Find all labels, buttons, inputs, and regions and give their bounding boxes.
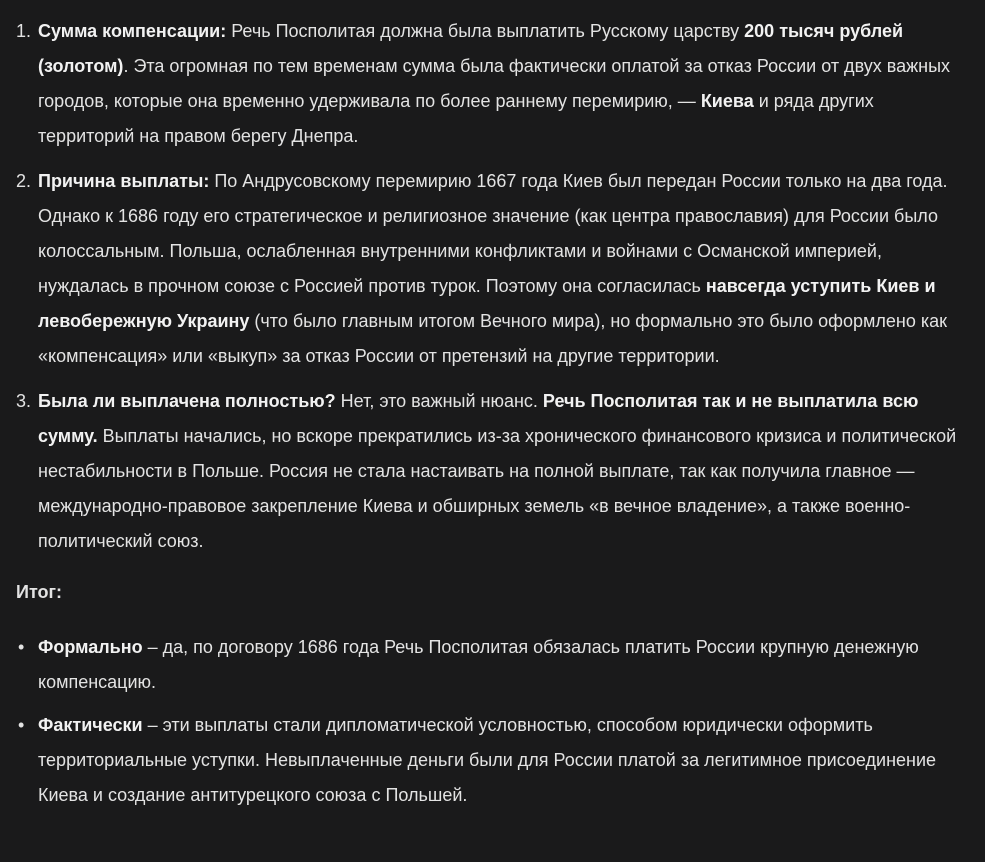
summary-heading: Итог: — [16, 582, 63, 602]
bullet-text-span: – да, по договору 1686 года Речь Посполитая обязалась платить России крупную денежную компенсацию. — [38, 637, 919, 692]
numbered-item — [16, 384, 971, 559]
bullet-list — [16, 630, 971, 813]
item-text — [38, 391, 956, 551]
item-text-span: и ряда других территорий на правом берегу Днепра. — [38, 91, 874, 146]
bullet-text-bold: Формально — [38, 637, 143, 657]
item-text-span: По Андрусовскому перемирию 1667 года Киев был передан России только на два года. Однако к 1686 году его стратегическое и религиозное значение (как центра православия) для России было колоссальным. Польша, ослабленная внутренними конфликтами и войнами с Османской империей, нуждалась в прочном союзе с Россией против турок. Поэтому она согласилась — [38, 171, 948, 296]
bullet-marker: • — [18, 637, 25, 657]
item-text-bold: Киева — [700, 91, 754, 111]
item-text-bold: Была ли выплачена полностью? — [38, 391, 336, 411]
item-text — [38, 21, 950, 146]
item-number: 2. — [16, 171, 32, 191]
item-text-span: . Эта огромная по тем временам сумма была фактически оплатой за отказ России от двух важных городов, которые она временно удерживала по более раннему перемирию, — — [38, 56, 951, 111]
item-text — [38, 171, 948, 366]
bullet-item — [16, 708, 971, 813]
item-text-bold: Речь Посполитая так и не выплатила всю сумму. — [38, 391, 919, 446]
bullet-text-bold: Фактически — [38, 715, 143, 735]
numbered-list — [16, 14, 971, 559]
numbered-item — [16, 164, 971, 374]
item-text-bold: 200 тысяч рублей (золотом) — [38, 21, 904, 76]
bullet-text — [38, 637, 919, 692]
item-text-span: (что было главным итогом Вечного мира), но формально это было оформлено как «компенсация» или «выкуп» за отказ России от претензий на другие территории. — [38, 311, 948, 366]
bullet-text-span: – эти выплаты стали дипломатической условностью, способом юридически оформить территориальные уступки. Невыплаченные деньги были для России платой за легитимное присоединение Киева и создание антитурецкого союза с Польшей. — [38, 715, 937, 805]
item-text-bold: навсегда уступить Киев и левобережную Украину — [38, 276, 936, 331]
item-text-bold: Сумма компенсации: — [38, 21, 227, 41]
bullet-text — [38, 715, 936, 805]
item-text-span: Нет, это важный нюанс. — [335, 391, 543, 411]
numbered-item — [16, 14, 971, 154]
item-number: 1. — [16, 21, 32, 41]
item-text-bold: Причина выплаты: — [38, 171, 210, 191]
bullet-item — [16, 630, 971, 700]
item-text-span: Речь Посполитая должна была выплатить Русскому царству — [226, 21, 745, 41]
bullet-marker: • — [18, 715, 25, 735]
item-number: 3. — [16, 391, 32, 411]
item-text-span: Выплаты начались, но вскоре прекратились из-за хронического финансового кризиса и политической нестабильности в Польше. Россия не стала настаивать на полной выплате, так как получила главное — международно-правовое закрепление Киева и обширных земель «в вечное владение», а также военно-политический союз. — [38, 426, 957, 551]
